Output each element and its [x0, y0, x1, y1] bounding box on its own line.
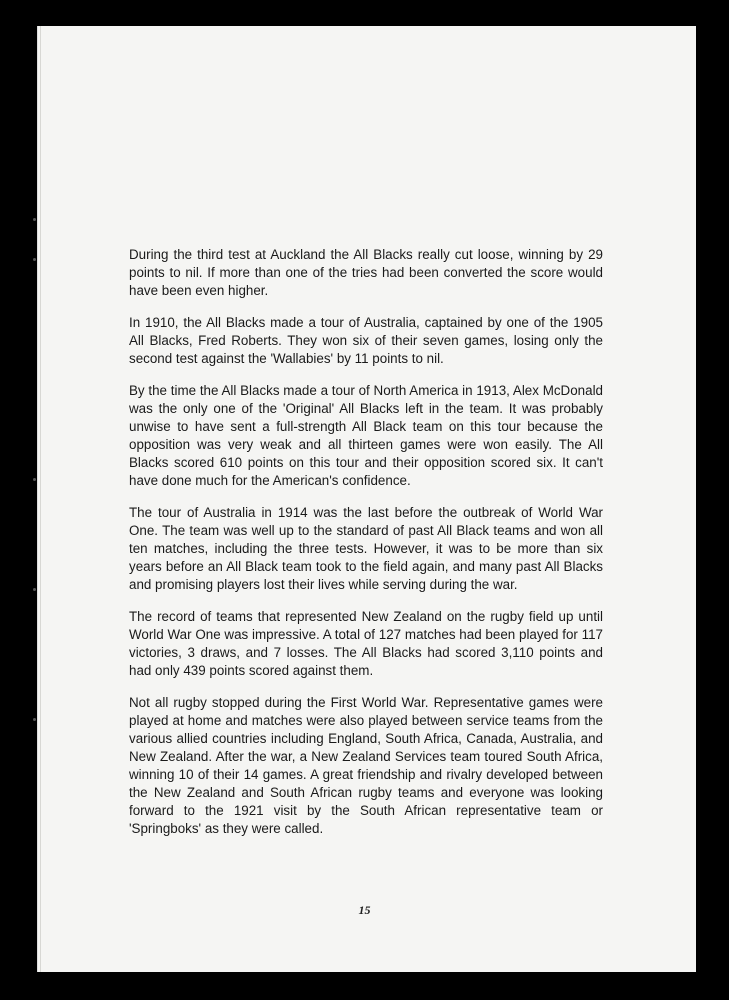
paragraph: The record of teams that represented New Zealand on the rugby field up until World War One was impressive. A total of 127 matches had been played for 117 victories, 3 draws, and 7 losses. The All Blacks had scored 3,110 points and had only 439 points scored against them.	[129, 609, 603, 678]
paragraph: During the third test at Auckland the All Blacks really cut loose, winning by 29 points to nil. If more than one of the tries had been converted the score would have been even higher.	[129, 247, 603, 298]
binding-mark	[33, 218, 36, 221]
binding-mark	[33, 588, 36, 591]
body-text	[129, 246, 603, 852]
page-number: 15	[358, 903, 371, 917]
binding-mark	[33, 718, 36, 721]
binding-mark	[33, 478, 36, 481]
paragraph: By the time the All Blacks made a tour of North America in 1913, Alex McDonald was the only one of the 'Original' All Blacks left in the team. It was probably unwise to have sent a full-strength All Black team on this tour because the opposition was very weak and all thirteen games were won easily. The All Blacks scored 610 points on this tour and their opposition scored six. It can't have done much for the American's confidence.	[129, 383, 603, 488]
paragraph: In 1910, the All Blacks made a tour of Australia, captained by one of the 1905 All Blacks, Fred Roberts. They won six of their seven games, losing only the second test against the 'Wallabies' by 11 points to nil.	[129, 315, 603, 366]
paragraph: The tour of Australia in 1914 was the last before the outbreak of World War One. The team was well up to the standard of past All Black teams and won all ten matches, including the three tests. However, it was to be more than six years before an All Black team took to the field again, and many past All Blacks and promising players lost their lives while serving during the war.	[129, 505, 603, 592]
paragraph: Not all rugby stopped during the First World War. Representative games were played at home and matches were also played between service teams from the various allied countries including England, South Africa, Canada, Australia, and New Zealand. After the war, a New Zealand Services team toured South Africa, winning 10 of their 14 games. A great friendship and rivalry developed between the New Zealand and South African rugby teams and everyone was looking forward to the 1921 visit by the South African representative team or 'Springboks' as they were called.	[129, 695, 603, 836]
binding-mark	[33, 258, 36, 261]
